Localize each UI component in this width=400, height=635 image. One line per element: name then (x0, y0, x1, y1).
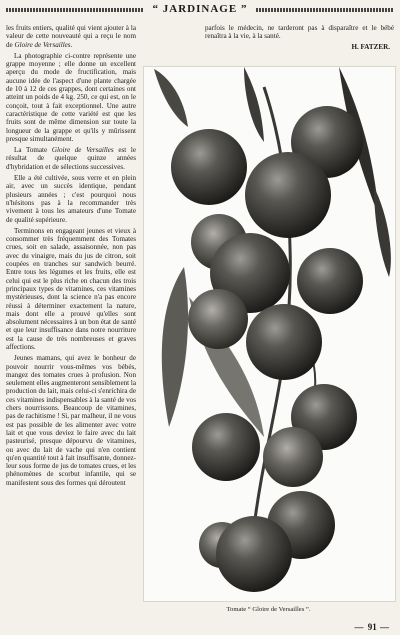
photo-caption: Tomate “ Gloire de Versailles ”. (226, 606, 311, 613)
paragraph-1: les fruits entiers, qualité qui vient ajouter à la valeur de cette nouveauté qui a reçu le nom de Gloire de Versailles. (6, 24, 136, 49)
article-left-column (6, 24, 136, 490)
header-rule-right (256, 8, 394, 12)
page-number-value: 91 (367, 622, 377, 632)
tomato-cluster-illustration (144, 67, 395, 601)
article-right-continuation (205, 24, 394, 51)
page-number (355, 622, 391, 632)
page-number-ornament-right: — (376, 622, 390, 632)
page-number-ornament: — (354, 622, 368, 632)
paragraph-6: Jeunes mamans, qui avez le bonheur de pouvoir nourrir vous-mêmes vos bébés, mangez des tomates crues à profusion. Non seulement elles augmenteront sensiblement la production du lait, mais celui-ci s'enrichira de ces vitamines indispensables à la santé de vos chers nourrissons. Beaucoup de vitamines, pas de rachitisme ! Si, par malheur, il ne vous est pas possible de les alimenter avec votre lait et que vous deviez le faire avec du lait pasteurisé, presque dépourvu de vitamines, ou avec du lait de vache qui n'en contient qu'en quantité tout à fait insuffisante, donnez-leur sous forme de jus de tomates crues, et les phénomènes de scorbut infantile, qui se manifestent sous des formes qui déroutent (6, 354, 137, 487)
tomato-photo (143, 66, 396, 602)
author-signature: H. FATZER. (351, 42, 390, 51)
continuation-text: parfois le médecin, ne tarderont pas à disparaître et le bébé renaîtra à la vie, à la santé. (205, 24, 394, 41)
paragraph-2: La photographie ci-contre représente une grappe moyenne ; elle donne un excellent aperçu du mode de fructification, mais aucune idée de l'aspect d'une plante chargée de 10 à 12 de ces grappes, dont certaines ont atteint un poids de 4 kg. 250, ce qui est, on le conçoit, tout à fait exceptionnel. Une autre caractéristique de cette variété est que les fruits sont de même dimension sur toute la longueur de la grappe et qu'ils y mûrissent presque simultanément. (6, 51, 136, 143)
paragraph-3: La Tomate Gloire de Versailles est le résultat de quelque quinze années d'hybridation et de sélections successives. (6, 146, 136, 171)
header-rule-left (6, 8, 144, 12)
paragraph-4: Elle a été cultivée, sous verre et en plein air, avec un succès identique, pendant plusieurs années ; c'est pourquoi nous n'hésitons pas à la recommander très vivement à tous les amateurs d'une Tomate de qualité supérieure. (6, 174, 136, 224)
page-header (6, 3, 394, 17)
section-title: “ JARDINAGE ” (152, 3, 248, 15)
paragraph-5: Terminons en engageant jeunes et vieux à consommer très fréquemment des Tomates crues, soit en salade, assaisonnée, non pas avec du vinaigre, mais du jus de citron, soit coupées en tranches sur sandwich beurré. Entre tous les légumes et les fruits, elle est celui qui est le plus riche en chacun des trois principaux types de vitamines, ces vitamines mystérieuses, dont la science n'a pas encore réussi à déterminer exactement la nature, mais dont elle a prouvé qu'elles sont absolument nécessaires à un bon état de santé et que leur insuffisance dans notre nourriture est la cause de très nombreuses et graves affections. (6, 226, 136, 351)
